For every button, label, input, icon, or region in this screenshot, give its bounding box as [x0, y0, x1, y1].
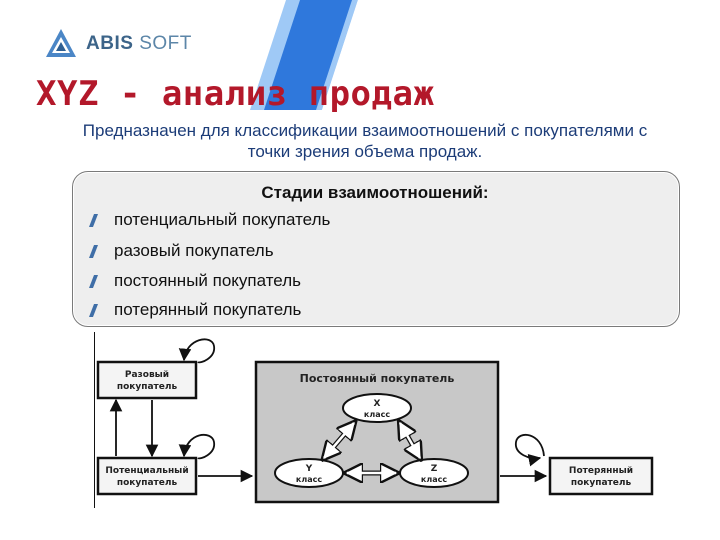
permanent-title: Постоянный покупатель — [299, 372, 455, 385]
class-z-node — [400, 459, 468, 487]
bullet-icon — [87, 213, 99, 227]
class-z-letter: Z — [430, 464, 438, 474]
class-x-letter: X — [373, 399, 381, 409]
node-potential-buyer — [98, 458, 196, 494]
logo-brand-light: SOFT — [139, 33, 192, 54]
abis-soft-logo — [44, 22, 194, 66]
class-x-node — [343, 394, 411, 422]
stage-item — [87, 241, 274, 261]
stages-title: Стадии взаимоотношений: — [261, 183, 489, 202]
stage-item — [87, 271, 301, 291]
potential-label-2: покупатель — [116, 478, 178, 488]
class-y-letter: Y — [305, 464, 313, 474]
subtitle-line-1: Предназначен для классификации взаимоотношений с покупателями с — [82, 121, 648, 140]
stage-label: потенциальный покупатель — [114, 210, 331, 229]
logo-triangle-icon — [44, 27, 78, 61]
class-y-label: класс — [295, 475, 323, 484]
class-z-label: класс — [420, 475, 448, 484]
one-time-label-1: Разовый — [124, 370, 170, 380]
customer-stage-diagram — [94, 332, 657, 508]
lost-label-1: Потерянный — [568, 466, 634, 476]
stage-label: потерянный покупатель — [114, 300, 302, 319]
page-subtitle — [20, 120, 710, 162]
lost-label-2: покупатель — [570, 478, 632, 488]
class-y-node — [275, 459, 343, 487]
one-time-label-2: покупатель — [116, 382, 178, 392]
bullet-icon — [87, 274, 99, 288]
class-x-label: класс — [363, 410, 391, 419]
stage-item — [87, 300, 301, 320]
logo-text — [86, 33, 192, 55]
logo-brand-bold: ABIS — [86, 33, 134, 54]
stage-label: постоянный покупатель — [114, 271, 301, 290]
node-lost-buyer — [550, 458, 652, 494]
bullet-icon — [87, 244, 99, 258]
subtitle-line-2: точки зрения объема продаж. — [247, 142, 483, 161]
page-title: XYZ - анализ продаж — [36, 74, 435, 114]
node-one-time-buyer — [98, 362, 196, 398]
stage-item — [87, 210, 330, 230]
potential-label-1: Потенциальный — [105, 466, 189, 476]
bullet-icon — [87, 303, 99, 317]
stage-label: разовый покупатель — [114, 241, 274, 260]
